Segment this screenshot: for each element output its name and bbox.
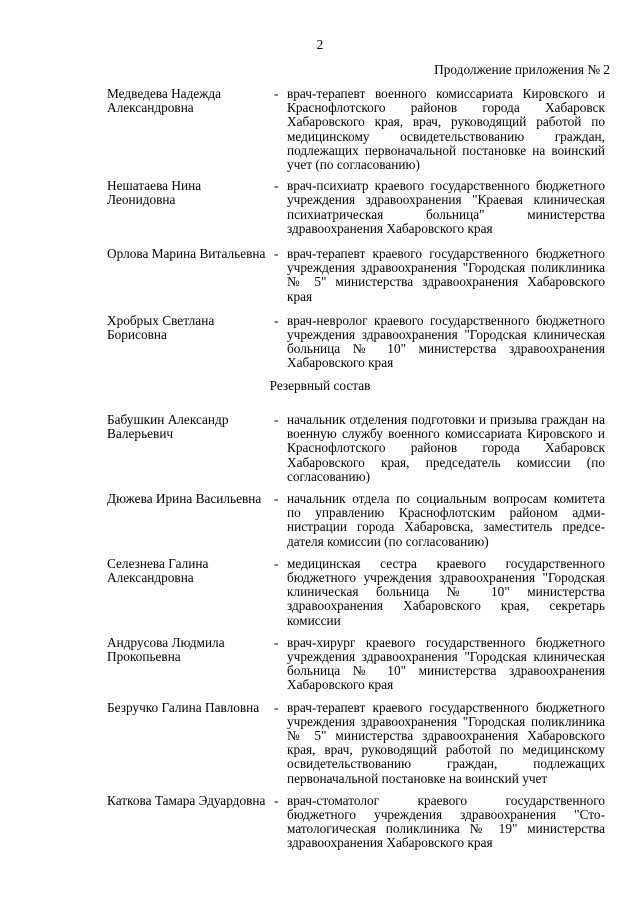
reserve-members-section	[0, 413, 640, 851]
reserve-member-entry	[0, 413, 640, 484]
member-role: врач-невролог краевого государственного бюджетного учреждения здравоохранения "Городская клиническая больница № 10" министерства здравоохранения Хабаровского края	[287, 312, 605, 371]
member-entry	[0, 314, 640, 371]
member-dash: -	[274, 634, 279, 650]
member-name: Безручко Галина Павловна	[107, 699, 260, 715]
member-name: Хробрых Светлана Борисовна	[107, 312, 215, 343]
member-role: врач-терапевт военного комиссариата Кировского и Краснофлотского районов города Хабаровск Хабаровского края, врач, руководящий работой по медицинскому освидетельствованию граждан, подлежащих первоначальной постановке на воинский учет (по согласованию)	[287, 86, 605, 173]
member-role: начальник отдела по социальным вопросам комитета по управлению Краснофлотским районом администрации города Хабаровска, заместитель председателя комиссии (по согласованию)	[287, 491, 605, 549]
member-name: Медведева Надежда Александровна	[107, 86, 222, 116]
reserve-member-entry	[0, 557, 640, 628]
member-role: начальник отделения подготовки и призыва граждан на военную службу военного комиссариата Кировского и Краснофлотского районов города Хабаровск Хабаровского края, председатель комиссии (по согласованию)	[287, 412, 605, 484]
member-dash: -	[274, 412, 279, 427]
member-role: врач-хирург краевого государственного бюджетного учреждения здравоохранения "Городская клиническая больница № 10" министерства здравоохранения Хабаровского края	[287, 634, 605, 693]
member-role: врач-психиатр краевого государственного бюджетного учреждения здравоохранения "Краевая клиническая психиатрическая больница" министерства здравоохранения Хабаровского края	[287, 178, 605, 236]
member-dash: -	[274, 178, 279, 194]
member-role: врач-терапевт краевого государственного бюджетного учреждения здравоохранения "Городская поликлиника № 5" министерства здравоохранения Хабаровского края	[287, 246, 605, 304]
reserve-section-title: Резервный состав	[269, 378, 371, 393]
member-name: Нешатаева Нина Леонидовна	[107, 178, 202, 208]
member-entry	[0, 179, 640, 236]
member-name: Орлова Марина Витальевна	[107, 246, 266, 262]
member-role: врач-стоматолог краевого государственного бюджетного учреждения здравоохранения "Стоматологическая поликлиника № 19" министерства здравоохранения Хабаровского края	[287, 792, 605, 851]
reserve-member-entry	[0, 794, 640, 851]
member-name: Дюжева Ирина Васильевна	[107, 491, 262, 507]
reserve-member-entry	[0, 636, 640, 693]
member-dash: -	[274, 491, 279, 507]
member-dash: -	[274, 792, 279, 808]
page-number: 2	[316, 37, 324, 52]
member-dash: -	[274, 246, 279, 262]
main-members-section	[0, 87, 640, 371]
member-dash: -	[274, 699, 279, 715]
reserve-member-entry	[0, 492, 640, 549]
member-role: врач-терапевт краевого государственного бюджетного учреждения здравоохранения "Городская поликлиника № 5" министерства здравоохранения Хабаровского края, врач, руководящий работой по медицинскому освидетельствованию граждан, подлежащих первоначальной постановке на воинский учет	[287, 699, 605, 786]
member-dash: -	[274, 312, 279, 328]
member-role: медицинская сестра краевого государственного бюджетного учреждения здравоохранения "Городская клиническая больница № 10" министерства здравоохранения Хабаровского края, секретарь комиссии	[287, 555, 605, 628]
member-dash: -	[274, 555, 279, 571]
member-name: Бабушкин Александр Валерьевич	[107, 412, 229, 442]
member-name: Андрусова Людмила Прокопьевна	[107, 634, 225, 665]
member-dash: -	[274, 86, 279, 101]
member-name: Селезнева Галина Александровна	[107, 555, 209, 586]
member-entry	[0, 247, 640, 304]
reserve-member-entry	[0, 701, 640, 786]
member-entry	[0, 87, 640, 172]
appendix-continuation-note: Продолжение приложения № 2	[434, 62, 610, 77]
member-name: Каткова Тамара Эдуардовна	[107, 792, 266, 808]
